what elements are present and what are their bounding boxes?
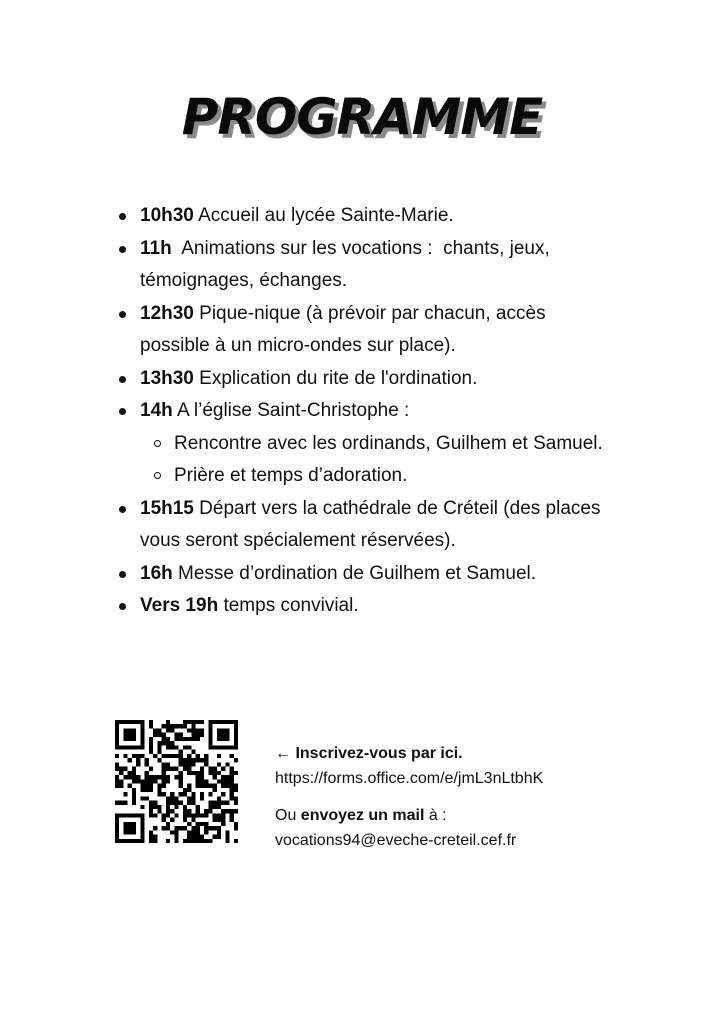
schedule-item: [112, 298, 612, 363]
registration-url[interactable]: https://forms.office.com/e/jmL3nLtbhK: [275, 770, 544, 787]
schedule-item: [112, 200, 612, 233]
schedule-text: Pique-nique (à prévoir par chacun, accès possible à un micro-ondes sur place).: [140, 302, 546, 356]
schedule-text: Messe d’ordination de Guilhem et Samuel.: [172, 562, 537, 584]
mail-prefix: Ou: [275, 807, 301, 824]
schedule-text: temps convivial.: [218, 595, 359, 616]
schedule-text: Animations sur les vocations : chants, jeux, témoignages, échanges.: [140, 237, 556, 291]
schedule-subitem-text: Rencontre avec les ordinands, Guilhem et Samuel.: [174, 432, 603, 454]
registration-line: [275, 741, 695, 766]
schedule-item: [112, 395, 612, 493]
mail-bold: envoyez un mail: [300, 807, 425, 824]
schedule-subitem: [140, 460, 612, 493]
schedule-time: Vers 19h: [140, 595, 219, 616]
bullet-icon: [119, 506, 126, 513]
hollow-bullet-icon: [154, 472, 161, 479]
mail-line: [275, 803, 695, 828]
registration-info: [275, 741, 695, 853]
schedule-list: [112, 200, 612, 623]
schedule-time: 16h: [140, 562, 173, 584]
schedule-subitem: [140, 428, 612, 461]
schedule-item: [112, 590, 612, 623]
schedule-text: Départ vers la cathédrale de Créteil (des places vous seront spécialement réservées).: [140, 497, 601, 551]
schedule-item: [112, 233, 612, 298]
schedule-item: [112, 363, 612, 396]
schedule-time: 13h30: [140, 367, 194, 389]
bullet-icon: [119, 213, 126, 220]
schedule-time: 10h30: [140, 205, 194, 226]
registration-label: Inscrivez-vous par ici.: [291, 745, 463, 762]
bullet-icon: [119, 376, 126, 383]
hollow-bullet-icon: [154, 440, 161, 447]
schedule-sublist: [140, 428, 612, 493]
schedule-item: [112, 558, 612, 591]
bullet-icon: [119, 571, 126, 578]
schedule-subitem-text: Prière et temps d’adoration.: [174, 465, 408, 486]
schedule-time: 14h: [140, 400, 173, 421]
bullet-icon: [119, 408, 126, 415]
email-link[interactable]: vocations94@eveche-creteil.cef.fr: [275, 832, 517, 849]
schedule-item: [112, 493, 612, 558]
schedule-time: 15h15: [140, 497, 194, 519]
schedule-time: 11h: [140, 237, 172, 259]
mail-suffix: à :: [424, 807, 447, 824]
schedule-text: Explication du rite de l'ordination.: [193, 367, 478, 389]
bullet-icon: [119, 311, 126, 318]
schedule-text: A l’église Saint-Christophe :: [172, 400, 410, 421]
bullet-icon: [119, 246, 126, 253]
schedule-text: Accueil au lycée Sainte-Marie.: [193, 205, 454, 226]
arrow-left-icon: ←: [275, 745, 291, 762]
qr-code-icon[interactable]: [115, 720, 238, 843]
page-title: PROGRAMME: [181, 88, 543, 146]
schedule-time: 12h30: [140, 302, 194, 324]
bullet-icon: [119, 603, 126, 610]
